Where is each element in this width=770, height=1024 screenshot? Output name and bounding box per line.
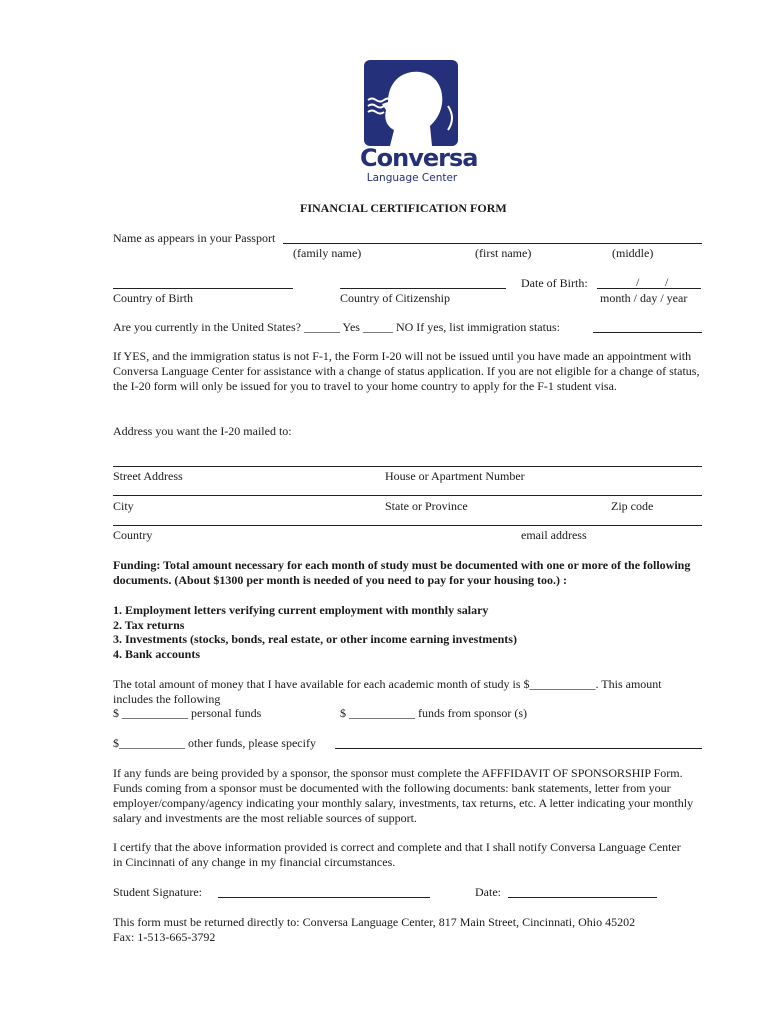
return-address: This form must be returned directly to: Conversa Language Center, 817 Main Street, Cincinnati, Ohio 45202	[113, 915, 636, 929]
country-of-birth-caption: Country of Birth	[113, 291, 193, 305]
city-caption: City	[113, 499, 134, 513]
passport-name-line[interactable]	[283, 243, 702, 244]
country-of-citizenship-caption: Country of Citizenship	[340, 291, 450, 305]
dob-separator: /	[665, 275, 669, 289]
dob-separator: /	[636, 275, 640, 289]
first-name-caption: (first name)	[475, 246, 532, 260]
address-intro: Address you want the I-20 mailed to:	[113, 424, 292, 438]
immigration-status-line[interactable]	[593, 332, 702, 333]
signature-label: Student Signature:	[113, 885, 202, 899]
sponsor-funds: $ ___________ funds from sponsor (s)	[340, 706, 527, 720]
dob-format-caption: month / day / year	[600, 291, 688, 305]
form-title: FINANCIAL CERTIFICATION FORM	[300, 201, 507, 215]
other-funds: $___________ other funds, please specify	[113, 736, 316, 750]
funding-item: 2. Tax returns	[113, 618, 185, 632]
email-caption: email address	[521, 528, 587, 542]
f1-notice: If YES, and the immigration status is not F-1, the Form I-20 will not be issued until you have made an appointment with Conversa Language Center for assistance with a change of status application. If you are not eligible for a change of status, the I-20 form will only be issued for you to travel to your home country to apply for the F-1 student visa.	[113, 349, 700, 393]
funding-heading: Funding: Total amount necessary for each month of study must be documented with one or more of the following documents. (About $1300 per month is needed of you need to pay for your housing too.) :	[113, 558, 691, 587]
other-funds-line[interactable]	[335, 748, 702, 749]
middle-name-caption: (middle)	[612, 246, 654, 260]
certify-statement: I certify that the above information provided is correct and complete and that I shall notify Conversa Language Center in Cincinnati of any change in my financial circumstances.	[113, 840, 681, 869]
street-caption: Street Address	[113, 469, 183, 483]
amount-includes: includes the following	[113, 692, 221, 706]
date-line[interactable]	[508, 897, 657, 898]
signature-line[interactable]	[218, 897, 430, 898]
dob-line[interactable]	[597, 288, 701, 289]
personal-funds: $ ___________ personal funds	[113, 706, 262, 720]
status-question: Are you currently in the United States? ______ Yes _____ NO If yes, list immigration status:	[113, 320, 560, 334]
funding-item: 3. Investments (stocks, bonds, real estate, or other income earning investments)	[113, 632, 517, 646]
dob-label: Date of Birth:	[521, 276, 588, 290]
head-profile-icon	[364, 60, 458, 146]
zip-caption: Zip code	[611, 499, 654, 513]
logo-name: Conversa	[360, 144, 478, 172]
state-caption: State or Province	[385, 499, 468, 513]
country-caption: Country	[113, 528, 153, 542]
amount-line: The total amount of money that I have available for each academic month of study is $___________. This amount	[113, 677, 662, 691]
passport-label: Name as appears in your Passport	[113, 231, 276, 245]
sponsor-paragraph: If any funds are being provided by a sponsor, the sponsor must complete the AFFFIDAVIT OF SPONSORSHIP Form. Funds coming from a sponsor must be documented with the following documents: bank statements, letter from your employer/company/agency indicating your monthly salary, investments, tax returns, etc. A letter indicating your monthly salary and investments are the most reliable sources of support.	[113, 766, 694, 825]
street-line[interactable]	[113, 466, 702, 467]
logo-mark	[364, 60, 458, 146]
city-line[interactable]	[113, 495, 702, 496]
logo-subtitle: Language Center	[366, 172, 458, 184]
date-label: Date:	[475, 885, 501, 899]
family-name-caption: (family name)	[293, 246, 362, 260]
house-caption: House or Apartment Number	[385, 469, 525, 483]
fax-number: Fax: 1-513-665-3792	[113, 930, 216, 944]
country-of-birth-line[interactable]	[113, 288, 293, 289]
country-of-citizenship-line[interactable]	[340, 288, 506, 289]
funding-item: 4. Bank accounts	[113, 647, 201, 661]
funding-item: 1. Employment letters verifying current employment with monthly salary	[113, 603, 489, 617]
country-line[interactable]	[113, 525, 702, 526]
